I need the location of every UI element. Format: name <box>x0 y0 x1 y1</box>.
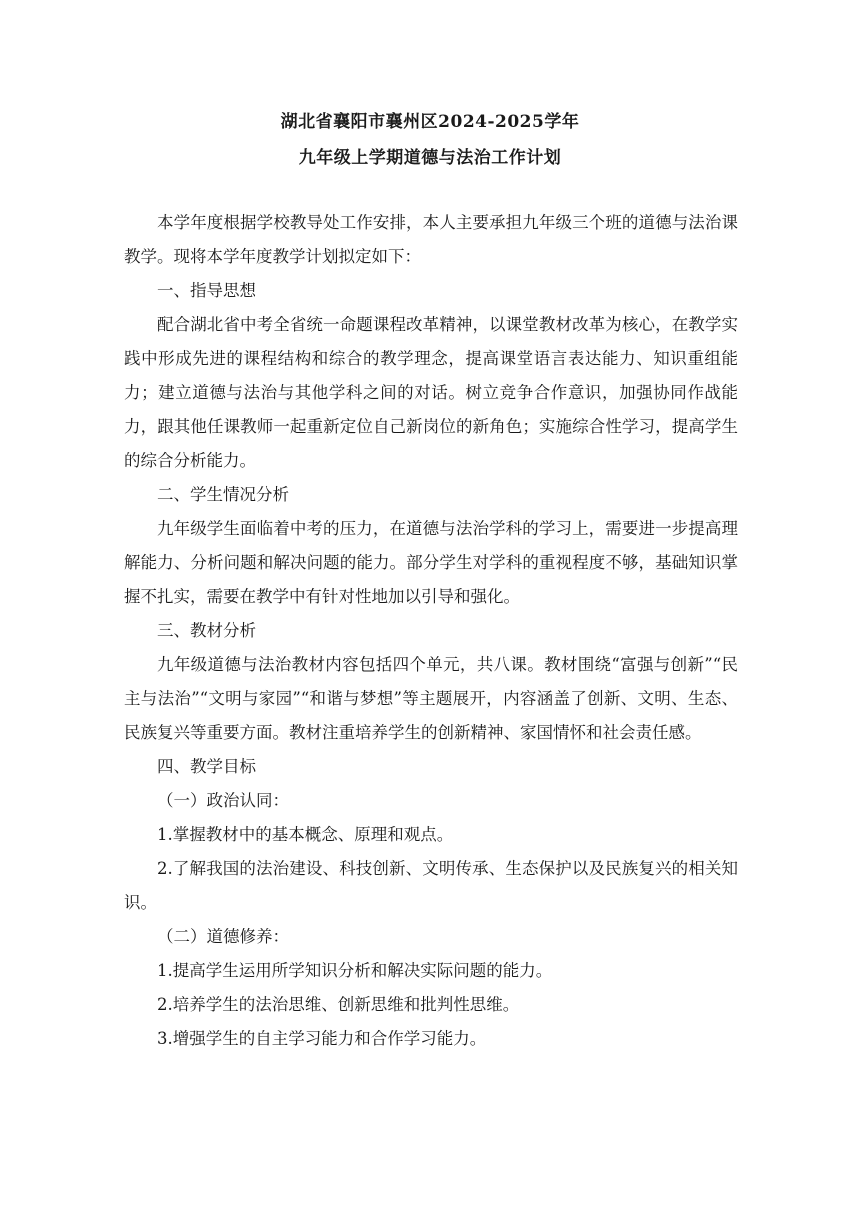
list-item: 3.增强学生的自主学习能力和合作学习能力。 <box>157 1029 487 1048</box>
list-item: 1.提高学生运用所学知识分析和解决实际问题的能力。 <box>157 961 553 980</box>
document-body <box>124 206 738 1056</box>
document-title-line1: 湖北省襄阳市襄州区2024-2025学年 <box>280 112 580 132</box>
section-paragraph: 配合湖北省中考全省统一命题课程改革精神，以课堂教材改革为核心，在教学实践中形成先进的课程结构和综合的教学理念，提高课堂语言表达能力、知识重组能力；建立道德与法治与其他学科之间的对话。树立竞争合作意识，加强协同作战能力，跟其他任课教师一起重新定位自己新岗位的新角色；实施综合性学习，提高学生的综合分析能力。 <box>124 315 738 470</box>
list-item: 1.掌握教材中的基本概念、原理和观点。 <box>157 825 454 844</box>
list-item: 2.培养学生的法治思维、创新思维和批判性思维。 <box>157 995 520 1014</box>
subsection-heading: （一）政治认同： <box>157 791 289 810</box>
document-title-line2: 九年级上学期道德与法治工作计划 <box>298 148 562 168</box>
intro-paragraph: 本学年度根据学校教导处工作安排，本人主要承担九年级三个班的道德与法治课教学。现将本学年度教学计划拟定如下： <box>124 213 738 266</box>
section-heading: 一、指导思想 <box>157 281 256 300</box>
section-heading: 四、教学目标 <box>157 757 256 776</box>
section-paragraph: 九年级学生面临着中考的压力，在道德与法治学科的学习上，需要进一步提高理解能力、分析问题和解决问题的能力。部分学生对学科的重视程度不够，基础知识掌握不扎实，需要在教学中有针对性地加以引导和强化。 <box>124 519 738 606</box>
list-item: 2.了解我国的法治建设、科技创新、文明传承、生态保护以及民族复兴的相关知识。 <box>124 859 738 912</box>
subsection-heading: （二）道德修养： <box>157 927 289 946</box>
section-heading: 二、学生情况分析 <box>157 485 289 504</box>
section-paragraph: 九年级道德与法治教材内容包括四个单元，共八课。教材围绕“富强与创新”“民主与法治”“文明与家园”“和谐与梦想”等主题展开，内容涵盖了创新、文明、生态、民族复兴等重要方面。教材注重培养学生的创新精神、家国情怀和社会责任感。 <box>124 655 738 742</box>
section-heading: 三、教材分析 <box>157 621 256 640</box>
